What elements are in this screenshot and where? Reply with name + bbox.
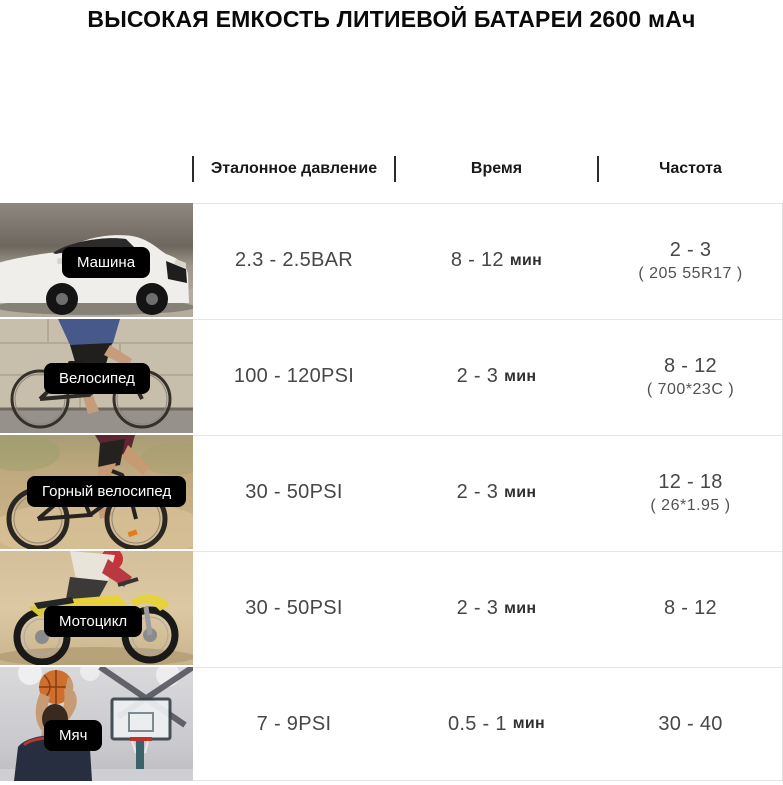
table-row [0, 667, 783, 781]
frequency-value [598, 435, 783, 549]
row-label: Велосипед [59, 370, 135, 387]
table-header [0, 150, 783, 188]
time-number: 2 - 3 [456, 481, 499, 503]
road-bike-photo [0, 319, 193, 433]
pressure-value: 100 - 120PSI [193, 319, 395, 433]
time-unit: мин [504, 599, 537, 617]
mountain-bike-photo [0, 435, 193, 549]
motorcycle-photo [0, 551, 193, 665]
row-label: Мяч [59, 727, 88, 744]
row-label: Машина [77, 254, 136, 271]
column-header-pressure [193, 150, 395, 188]
pressure-value: 30 - 50PSI [193, 551, 395, 665]
row-label-badge [44, 606, 142, 637]
column-header-label: Эталонное давление [210, 160, 378, 177]
time-unit: мин [504, 367, 537, 385]
frequency-value [598, 203, 783, 317]
pressure-value: 2.3 - 2.5BAR [193, 203, 395, 317]
pressure-value: 7 - 9PSI [193, 667, 395, 781]
frequency-value [598, 667, 783, 781]
row-label-badge [44, 720, 102, 751]
header-spacer [0, 150, 193, 188]
frequency-number: 8 - 12 [664, 354, 717, 377]
pressure-value: 30 - 50PSI [193, 435, 395, 549]
column-header-frequency [598, 150, 783, 188]
basketball-photo [0, 667, 193, 781]
frequency-note: ( 205 55R17 ) [638, 264, 743, 282]
time-number: 2 - 3 [456, 365, 499, 387]
frequency-number: 2 - 3 [669, 238, 712, 261]
frequency-note: ( 700*23C ) [646, 380, 735, 398]
table-row [0, 551, 783, 665]
frequency-value [598, 319, 783, 433]
comparison-table [0, 203, 783, 783]
row-label-badge [44, 363, 150, 394]
frequency-number: 30 - 40 [658, 712, 723, 735]
frequency-number: 12 - 18 [658, 470, 723, 493]
table-row [0, 319, 783, 433]
time-unit: мин [512, 715, 546, 732]
time-value [395, 319, 598, 433]
car-photo [0, 203, 193, 317]
table-row [0, 203, 783, 317]
time-value [395, 435, 598, 549]
time-unit: мин [509, 251, 543, 269]
table-row [0, 435, 783, 549]
row-label: Горный велосипед [42, 483, 172, 500]
row-label: Мотоцикл [59, 613, 128, 630]
frequency-note: ( 26*1.95 ) [650, 496, 731, 514]
column-header-label: Время [470, 160, 523, 177]
row-label-badge [62, 247, 150, 278]
time-number: 8 - 12 [450, 249, 504, 271]
header-divider [192, 156, 194, 182]
frequency-value [598, 551, 783, 665]
column-header-label: Частота [659, 160, 722, 177]
time-value [395, 203, 598, 317]
column-header-time [395, 150, 598, 188]
page-title: ВЫСОКАЯ ЕМКОСТЬ ЛИТИЕВОЙ БАТАРЕИ 2600 мАч [87, 6, 696, 32]
row-label-badge [27, 476, 186, 507]
frequency-number: 8 - 12 [664, 597, 717, 619]
time-unit: мин [504, 483, 537, 501]
time-value [395, 667, 598, 781]
time-number: 0.5 - 1 [447, 712, 507, 735]
time-value [395, 551, 598, 665]
time-number: 2 - 3 [456, 597, 499, 619]
